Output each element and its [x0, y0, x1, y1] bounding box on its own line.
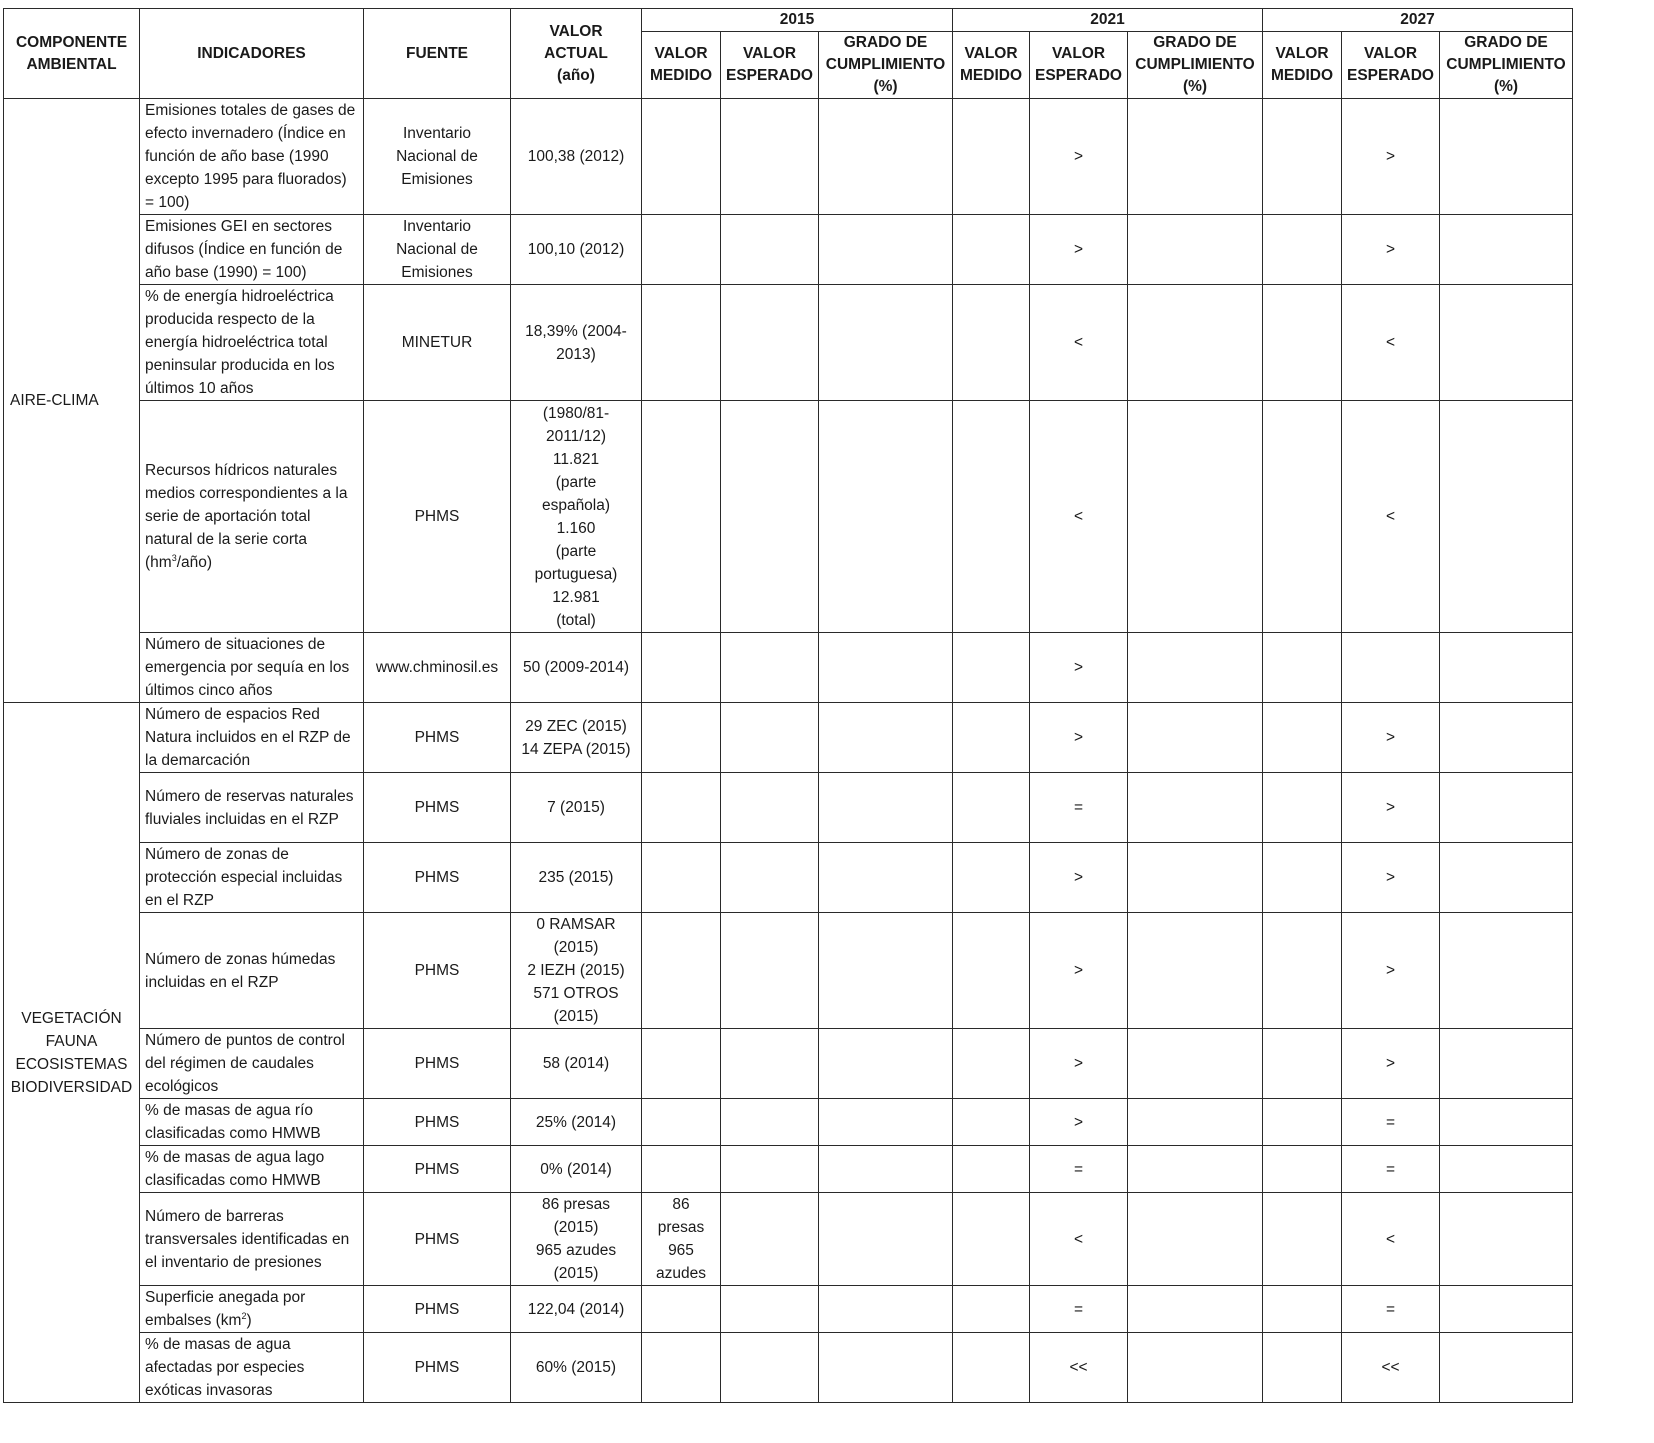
table-row [4, 1286, 1573, 1333]
fuente-cell: PHMS [364, 1193, 511, 1286]
header-indicadores: INDICADORES [140, 9, 364, 99]
table-row [4, 401, 1573, 633]
medido-2015-cell [642, 99, 721, 215]
esperado-2021-cell: > [1030, 633, 1128, 703]
header-valor-medido: VALOR MEDIDO [953, 32, 1030, 99]
valor-actual-cell: 122,04 (2014) [511, 1286, 642, 1333]
valor-actual-cell: 0% (2014) [511, 1146, 642, 1193]
valor-actual-cell: 100,10 (2012) [511, 215, 642, 285]
table-row [4, 633, 1573, 703]
esperado-2021-cell: > [1030, 913, 1128, 1029]
esperado-2021-cell: < [1030, 401, 1128, 633]
esperado-2027-cell: << [1342, 1333, 1440, 1403]
indicador-cell: Emisiones totales de gases de efecto invernadero (Índice en función de año base (1990 excepto 1995 para fluorados) = 100) [140, 99, 364, 215]
header-componente: COMPONENTE AMBIENTAL [4, 9, 140, 99]
table-row [4, 843, 1573, 913]
valor-actual-cell: 60% (2015) [511, 1333, 642, 1403]
table-row [4, 1333, 1573, 1403]
indicators-table [3, 8, 1573, 1403]
table-row [4, 215, 1573, 285]
indicador-sup: 3 [171, 552, 177, 563]
indicador-cell: Número de puntos de control del régimen de caudales ecológicos [140, 1029, 364, 1099]
indicador-cell: Número de espacios Red Natura incluidos en el RZP de la demarcación [140, 703, 364, 773]
fuente-cell: PHMS [364, 843, 511, 913]
esperado-2027-cell: > [1342, 913, 1440, 1029]
medido-2015-cell [642, 1099, 721, 1146]
esperado-2021-cell: = [1030, 1286, 1128, 1333]
esperado-2021-cell: > [1030, 1029, 1128, 1099]
esperado-2027-cell: > [1342, 99, 1440, 215]
medido-2015-cell [642, 633, 721, 703]
medido-2015-cell [642, 703, 721, 773]
esperado-2027-cell: < [1342, 401, 1440, 633]
medido-2015-cell [642, 401, 721, 633]
esperado-2027-cell: < [1342, 1193, 1440, 1286]
esperado-2027-cell: = [1342, 1286, 1440, 1333]
component-vegetacion: VEGETACIÓN FAUNA ECOSISTEMAS BIODIVERSIDAD [4, 703, 140, 1403]
valor-actual-cell: 18,39% (2004- 2013) [511, 285, 642, 401]
table-row [4, 99, 1573, 215]
valor-actual-cell: 100,38 (2012) [511, 99, 642, 215]
header-grado-cumplimiento: GRADO DE CUMPLIMIENTO (%) [1440, 32, 1573, 99]
header-grado-cumplimiento: GRADO DE CUMPLIMIENTO (%) [819, 32, 953, 99]
indicador-tail: /año) [176, 554, 213, 571]
esperado-2027-cell: > [1342, 215, 1440, 285]
esperado-2021-cell: < [1030, 285, 1128, 401]
table-row [4, 1146, 1573, 1193]
fuente-cell: PHMS [364, 1286, 511, 1333]
valor-actual-cell: 0 RAMSAR (2015) 2 IEZH (2015) 571 OTROS (2015) [511, 913, 642, 1029]
medido-2015-cell [642, 1333, 721, 1403]
esperado-2021-cell: < [1030, 1193, 1128, 1286]
table-row [4, 913, 1573, 1029]
header-year-2021: 2021 [953, 9, 1263, 32]
fuente-cell: Inventario Nacional de Emisiones [364, 215, 511, 285]
table-row [4, 1029, 1573, 1099]
header-valor-esperado: VALOR ESPERADO [721, 32, 819, 99]
indicador-tail: ) [246, 1312, 252, 1329]
esperado-2021-cell: > [1030, 843, 1128, 913]
header-year-2027: 2027 [1263, 9, 1573, 32]
fuente-cell: www.chminosil.es [364, 633, 511, 703]
esperado-2027-cell: > [1342, 703, 1440, 773]
fuente-cell: PHMS [364, 1146, 511, 1193]
header-valor-medido: VALOR MEDIDO [1263, 32, 1342, 99]
esperado-2021-cell: > [1030, 99, 1128, 215]
medido-2015-cell [642, 1029, 721, 1099]
valor-actual-cell: 50 (2009-2014) [511, 633, 642, 703]
esperado-2027-cell: = [1342, 1146, 1440, 1193]
medido-2015-cell [642, 1146, 721, 1193]
indicador-text: Recursos hídricos naturales medios correspondientes a la serie de aportación total natural de la serie corta (hm [145, 462, 348, 571]
table-row [4, 1193, 1573, 1286]
header-valor-actual: VALOR ACTUAL (año) [511, 9, 642, 99]
indicador-cell: Número de zonas húmedas incluidas en el RZP [140, 913, 364, 1029]
valor-actual-cell: 29 ZEC (2015) 14 ZEPA (2015) [511, 703, 642, 773]
fuente-cell: PHMS [364, 1333, 511, 1403]
indicador-cell [140, 401, 364, 633]
fuente-cell: PHMS [364, 401, 511, 633]
indicador-cell: Número de reservas naturales fluviales incluidas en el RZP [140, 773, 364, 843]
valor-actual-cell: 86 presas (2015) 965 azudes (2015) [511, 1193, 642, 1286]
header-grado-cumplimiento: GRADO DE CUMPLIMIENTO (%) [1128, 32, 1263, 99]
header-valor-esperado: VALOR ESPERADO [1030, 32, 1128, 99]
fuente-cell: PHMS [364, 913, 511, 1029]
valor-actual-cell: 7 (2015) [511, 773, 642, 843]
valor-actual-cell: 25% (2014) [511, 1099, 642, 1146]
esperado-2021-cell: = [1030, 773, 1128, 843]
fuente-cell: PHMS [364, 1099, 511, 1146]
esperado-2021-cell: > [1030, 703, 1128, 773]
medido-2015-cell [642, 913, 721, 1029]
indicador-cell: Número de situaciones de emergencia por sequía en los últimos cinco años [140, 633, 364, 703]
medido-2015-cell [642, 215, 721, 285]
valor-actual-cell: 58 (2014) [511, 1029, 642, 1099]
esperado-2021-cell: > [1030, 1099, 1128, 1146]
medido-2015-cell: 86 presas 965 azudes [642, 1193, 721, 1286]
fuente-cell: PHMS [364, 703, 511, 773]
indicador-cell: % de masas de agua afectadas por especies exóticas invasoras [140, 1333, 364, 1403]
esperado-2027-cell: < [1342, 285, 1440, 401]
indicador-cell: % de masas de agua lago clasificadas como HMWB [140, 1146, 364, 1193]
indicador-sup: 2 [241, 1310, 247, 1321]
fuente-cell: PHMS [364, 773, 511, 843]
header-valor-esperado: VALOR ESPERADO [1342, 32, 1440, 99]
indicador-cell [140, 1286, 364, 1333]
medido-2015-cell [642, 1286, 721, 1333]
indicador-cell: Emisiones GEI en sectores difusos (Índice en función de año base (1990) = 100) [140, 215, 364, 285]
esperado-2021-cell: > [1030, 215, 1128, 285]
esperado-2027-cell: > [1342, 773, 1440, 843]
esperado-2027-cell: > [1342, 1029, 1440, 1099]
medido-2015-cell [642, 773, 721, 843]
indicador-cell: Número de barreras transversales identificadas en el inventario de presiones [140, 1193, 364, 1286]
fuente-cell: PHMS [364, 1029, 511, 1099]
fuente-cell: Inventario Nacional de Emisiones [364, 99, 511, 215]
table-row [4, 773, 1573, 843]
header-year-2015: 2015 [642, 9, 953, 32]
table-row [4, 703, 1573, 773]
indicador-cell: % de masas de agua río clasificadas como HMWB [140, 1099, 364, 1146]
valor-actual-cell: (1980/81- 2011/12) 11.821 (parte española) 1.160 (parte portuguesa) 12.981 (total) [511, 401, 642, 633]
valor-actual-cell: 235 (2015) [511, 843, 642, 913]
indicador-cell: % de energía hidroeléctrica producida respecto de la energía hidroeléctrica total peninsular producida en los últimos 10 años [140, 285, 364, 401]
component-aire-clima: AIRE-CLIMA [4, 99, 140, 703]
indicador-text: Superficie anegada por embalses (km [145, 1289, 306, 1329]
header-valor-medido: VALOR MEDIDO [642, 32, 721, 99]
esperado-2027-cell [1342, 633, 1440, 703]
esperado-2027-cell: = [1342, 1099, 1440, 1146]
esperado-2027-cell: > [1342, 843, 1440, 913]
esperado-2021-cell: = [1030, 1146, 1128, 1193]
header-fuente: FUENTE [364, 9, 511, 99]
indicador-cell: Número de zonas de protección especial incluidas en el RZP [140, 843, 364, 913]
medido-2015-cell [642, 285, 721, 401]
medido-2015-cell [642, 843, 721, 913]
fuente-cell: MINETUR [364, 285, 511, 401]
table-row [4, 285, 1573, 401]
esperado-2021-cell: << [1030, 1333, 1128, 1403]
table-row [4, 1099, 1573, 1146]
